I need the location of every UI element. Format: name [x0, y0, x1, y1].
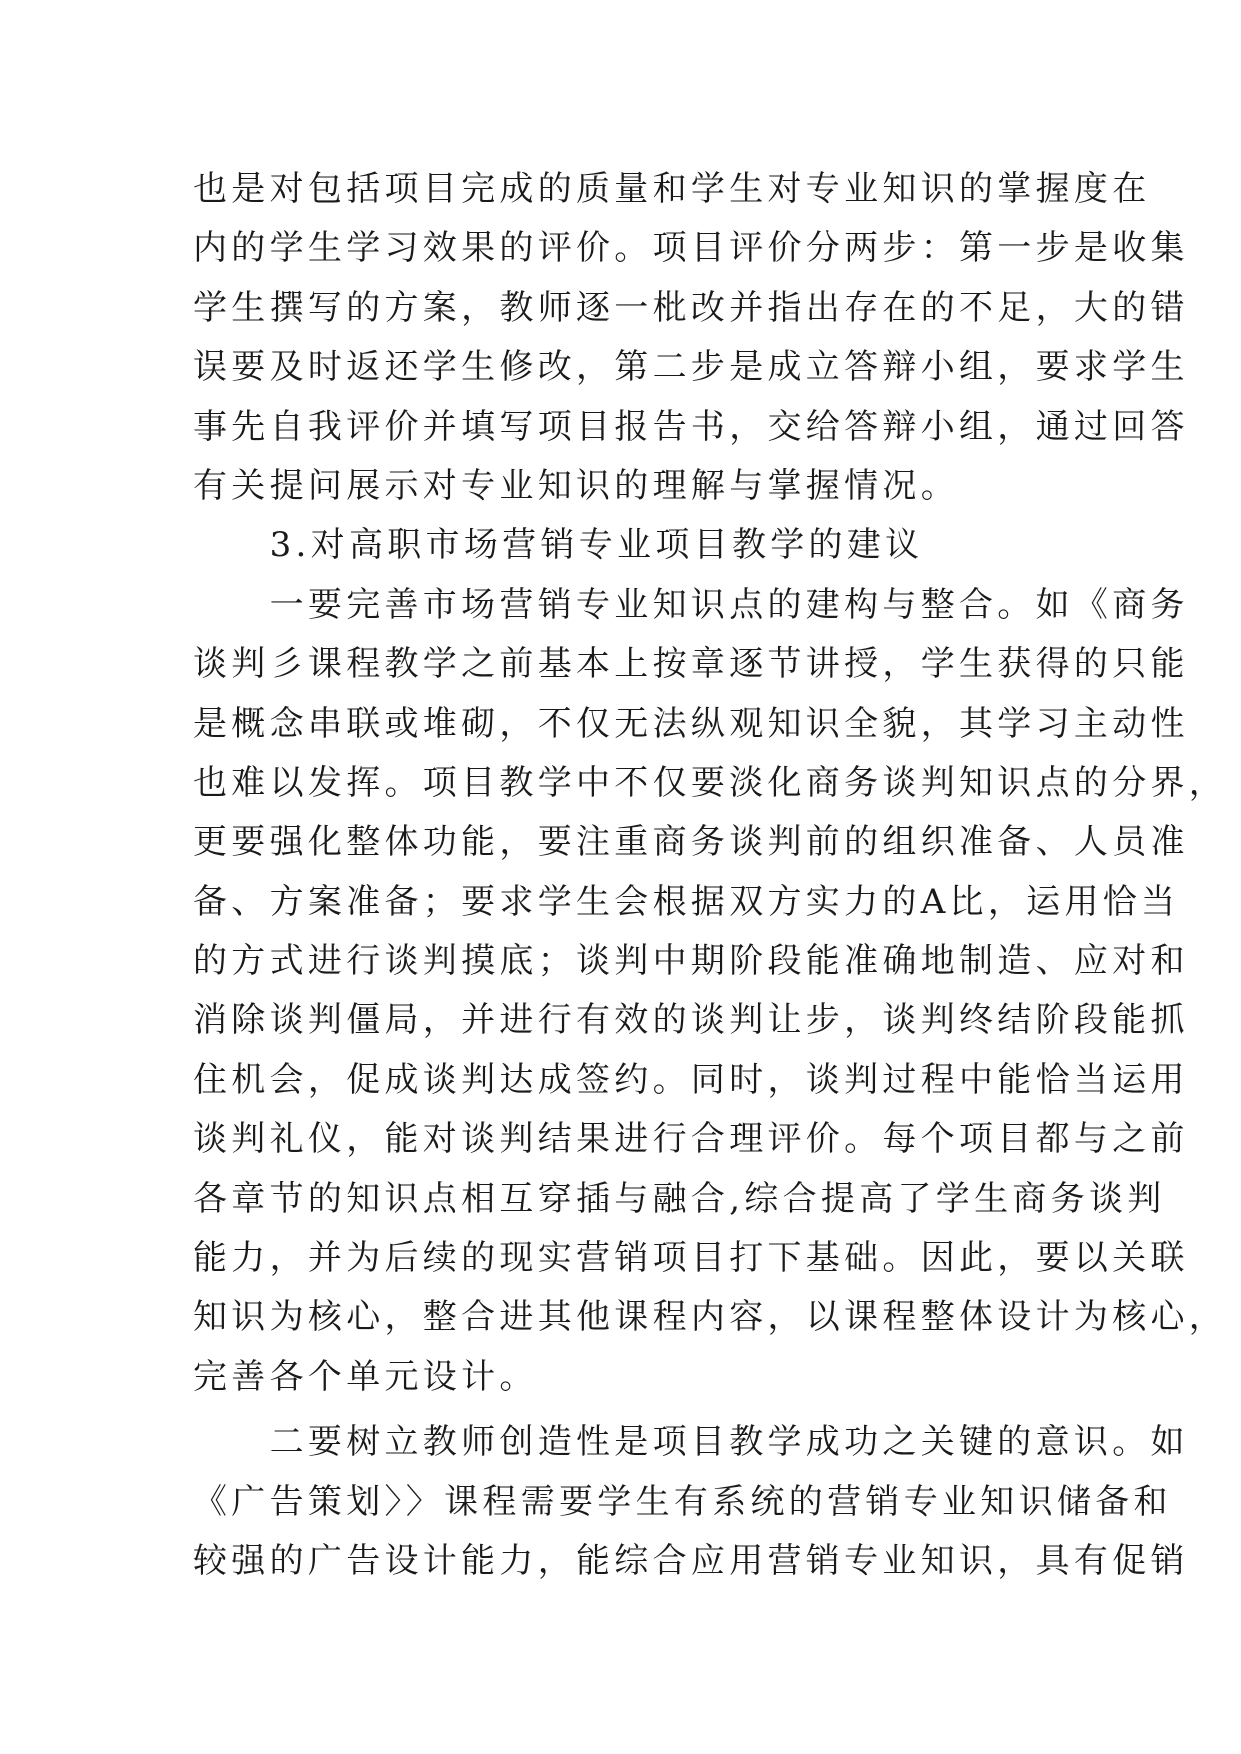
text-line: 内的学生学习效果的评价。项目评价分两步：第一步是收集 [193, 228, 1189, 269]
text-line: 能力，并为后续的现实营销项目打下基础。因此，要以关联 [193, 1238, 1189, 1279]
text-line: 各章节的知识点相互穿插与融合,综合提高了学生商务谈判 [193, 1178, 1166, 1219]
text-line: 一要完善市场营销专业知识点的建构与整合。如《商务 [193, 584, 1189, 625]
text-line: 消除谈判僵局，并进行有效的谈判让步，谈判终结阶段能抓 [193, 1000, 1189, 1041]
text-line: 也难以发挥。项目教学中不仅要淡化商务谈判知识点的分界， [193, 762, 1228, 803]
body-text [193, 160, 1228, 1591]
text-line: 是概念串联或堆砌，不仅无法纵观知识全貌，其学习主动性 [193, 703, 1189, 744]
section-heading: 3.对高职市场营销专业项目教学的建议 [193, 525, 924, 566]
text-line: 二要树立教师创造性是项目教学成功之关键的意识。如 [193, 1422, 1189, 1463]
text-line: 学生撰写的方案，教师逐一枇改并指出存在的不足，大的错 [193, 287, 1189, 328]
text-line: 也是对包括项目完成的质量和学生对专业知识的掌握度在 [193, 169, 1151, 209]
text-line: 谈判彡课程教学之前基本上按章逐节讲授，学生获得的只能 [193, 644, 1189, 685]
text-line: 《广告策划〉〉课程需要学生有系统的营销专业知识储备和 [193, 1481, 1172, 1522]
text-line: 备、方案准备；要求学生会根据双方实力的A比，运用恰当 [193, 881, 1180, 922]
text-line: 完善各个单元设计。 [193, 1356, 538, 1397]
text-line: 较强的广告设计能力，能综合应用营销专业知识，具有促销 [193, 1540, 1189, 1581]
text-line: 有关提问展示对专业知识的理解与掌握情况。 [193, 465, 959, 506]
text-line: 误要及时返还学生修改，第二步是成立答辩小组，要求学生 [193, 347, 1189, 388]
text-line: 谈判礼仪，能对谈判结果进行合理评价。每个项目都与之前 [193, 1119, 1189, 1160]
text-line: 知识为核心，整合进其他课程内容，以课程整体设计为核心， [193, 1297, 1228, 1338]
text-line: 事先自我评价并填写项目报告书，交给答辩小组，通过回答 [193, 406, 1189, 447]
text-line: 更要强化整体功能，要注重商务谈判前的组织准备、人员准 [193, 822, 1189, 863]
text-line: 的方式进行谈判摸底；谈判中期阶段能准确地制造、应对和 [193, 941, 1189, 982]
text-line: 住机会，促成谈判达成签约。同时，谈判过程中能恰当运用 [193, 1059, 1189, 1100]
